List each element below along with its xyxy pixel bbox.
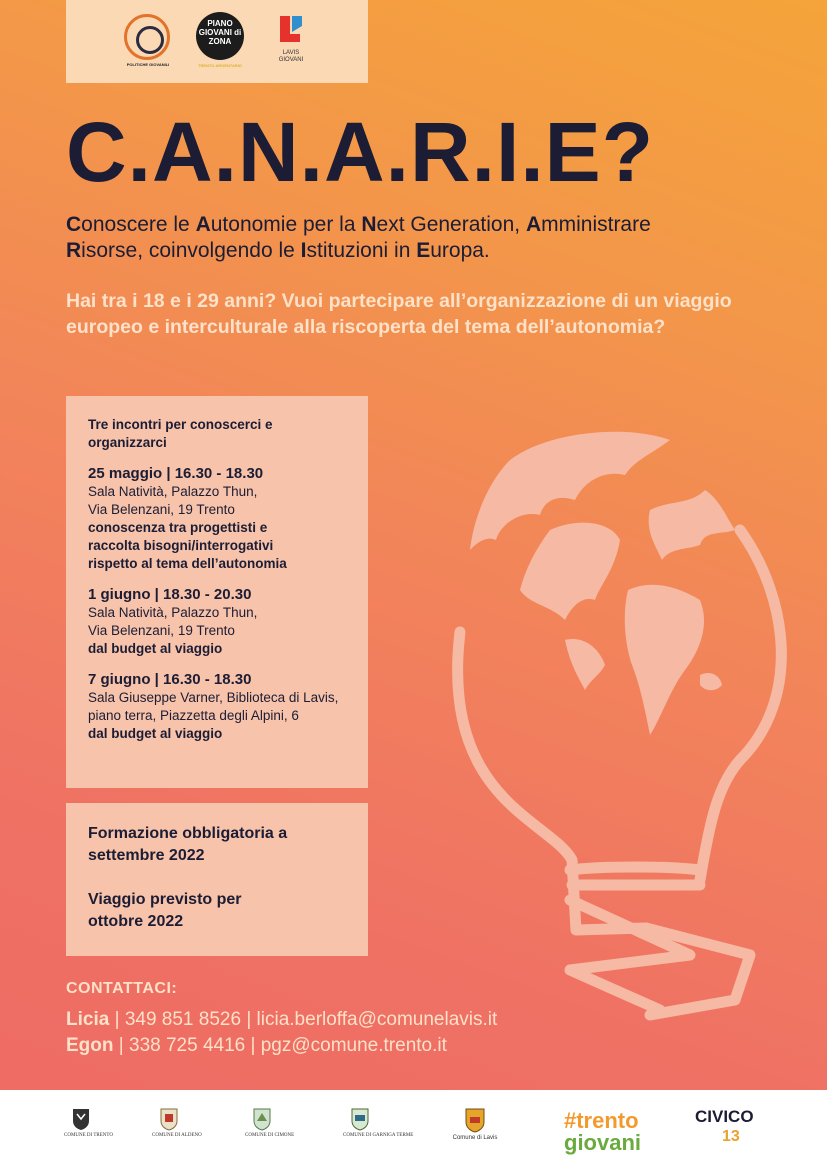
politiche-giovanili-label: POLITICHE GIOVANILI bbox=[126, 62, 170, 67]
eagle-crest-icon bbox=[72, 1107, 90, 1131]
civico-logo: CIVICO bbox=[695, 1107, 754, 1126]
contact-phone[interactable]: 338 725 4416 bbox=[129, 1035, 246, 1056]
meeting-description: conoscenza tra progettisti e raccolta bisogni/interrogativi rispetto al tema dell’autonomia bbox=[88, 520, 287, 571]
meeting-place: Sala Giuseppe Varner, Biblioteca di Lavis, piano terra, Piazzetta degli Alpini, 6 bbox=[88, 690, 339, 723]
training-box bbox=[66, 803, 368, 956]
meetings-box bbox=[66, 396, 368, 788]
piano-giovani-sublabel: TRENTO ARGENTARIO bbox=[198, 63, 242, 68]
meeting-date: 7 giugno | 16.30 - 18.30 bbox=[88, 671, 252, 688]
piano-giovani-logo: PIANO GIOVANI di ZONA bbox=[196, 12, 244, 60]
meeting-date: 1 giugno | 18.30 - 20.30 bbox=[88, 586, 252, 603]
meeting-description: dal budget al viaggio bbox=[88, 641, 223, 656]
footer-sponsors bbox=[0, 1090, 827, 1170]
lavis-crest: Comune di Lavis bbox=[452, 1107, 498, 1141]
meeting-item bbox=[88, 586, 348, 658]
contact-email[interactable]: licia.berloffa@comunelavis.it bbox=[256, 1009, 498, 1030]
trento-giovani-logo: #trento giovani bbox=[564, 1108, 642, 1155]
invitation-question: Hai tra i 18 e i 29 anni? Vuoi partecipare all’organizzazione di un viaggio europeo e interculturale alla riscoperta del tema dell’autonomia? bbox=[66, 290, 732, 338]
contact-phone[interactable]: 349 851 8526 bbox=[124, 1009, 242, 1030]
meeting-item bbox=[88, 465, 348, 573]
trento-crest: COMUNE DI TRENTO bbox=[64, 1107, 98, 1139]
meeting-description: dal budget al viaggio bbox=[88, 726, 223, 741]
trip-info: Viaggio previsto per ottobre 2022 bbox=[88, 891, 242, 930]
lavis-giovani-label: LAVIS GIOVANI bbox=[278, 50, 304, 63]
acronym-subtitle: Conoscere le Autonomie per la Next Generation, Amministrare Risorse, coinvolgendo le Istituzioni in Europa. bbox=[66, 213, 651, 262]
meeting-place: Sala Natività, Palazzo Thun, Via Belenzani, 19 Trento bbox=[88, 484, 258, 517]
civico-number: 13 bbox=[722, 1128, 740, 1145]
cimone-crest: COMUNE DI CIMONE bbox=[245, 1107, 279, 1139]
shield-crest-icon bbox=[464, 1107, 486, 1133]
page-title: C.A.N.A.R.I.E? bbox=[66, 105, 655, 199]
partner-logos bbox=[66, 0, 368, 83]
meetings-heading: Tre incontri per conoscerci e organizzarci bbox=[88, 417, 273, 450]
contact-licia: Licia | 349 851 8526 | licia.berloffa@comunelavis.it bbox=[66, 1009, 498, 1030]
shield-crest-icon bbox=[351, 1107, 369, 1131]
meeting-date: 25 maggio | 16.30 - 18.30 bbox=[88, 465, 264, 482]
meeting-place: Sala Natività, Palazzo Thun, Via Belenzani, 19 Trento bbox=[88, 605, 258, 638]
contact-egon: Egon | 338 725 4416 | pgz@comune.trento.it bbox=[66, 1035, 447, 1056]
shield-crest-icon bbox=[253, 1107, 271, 1131]
contacts-label: CONTATTACI: bbox=[66, 980, 178, 997]
garniga-crest: COMUNE DI GARNIGA TERME bbox=[343, 1107, 377, 1139]
lavis-giovani-logo bbox=[278, 14, 304, 44]
shield-crest-icon bbox=[160, 1107, 178, 1131]
meeting-item bbox=[88, 671, 348, 743]
training-info: Formazione obbligatoria a settembre 2022 bbox=[88, 825, 288, 864]
aldeno-crest: COMUNE DI ALDENO bbox=[152, 1107, 186, 1139]
politiche-giovanili-logo bbox=[124, 14, 170, 60]
lightbulb-globe-icon bbox=[400, 400, 800, 1050]
contact-email[interactable]: pgz@comune.trento.it bbox=[260, 1035, 447, 1056]
